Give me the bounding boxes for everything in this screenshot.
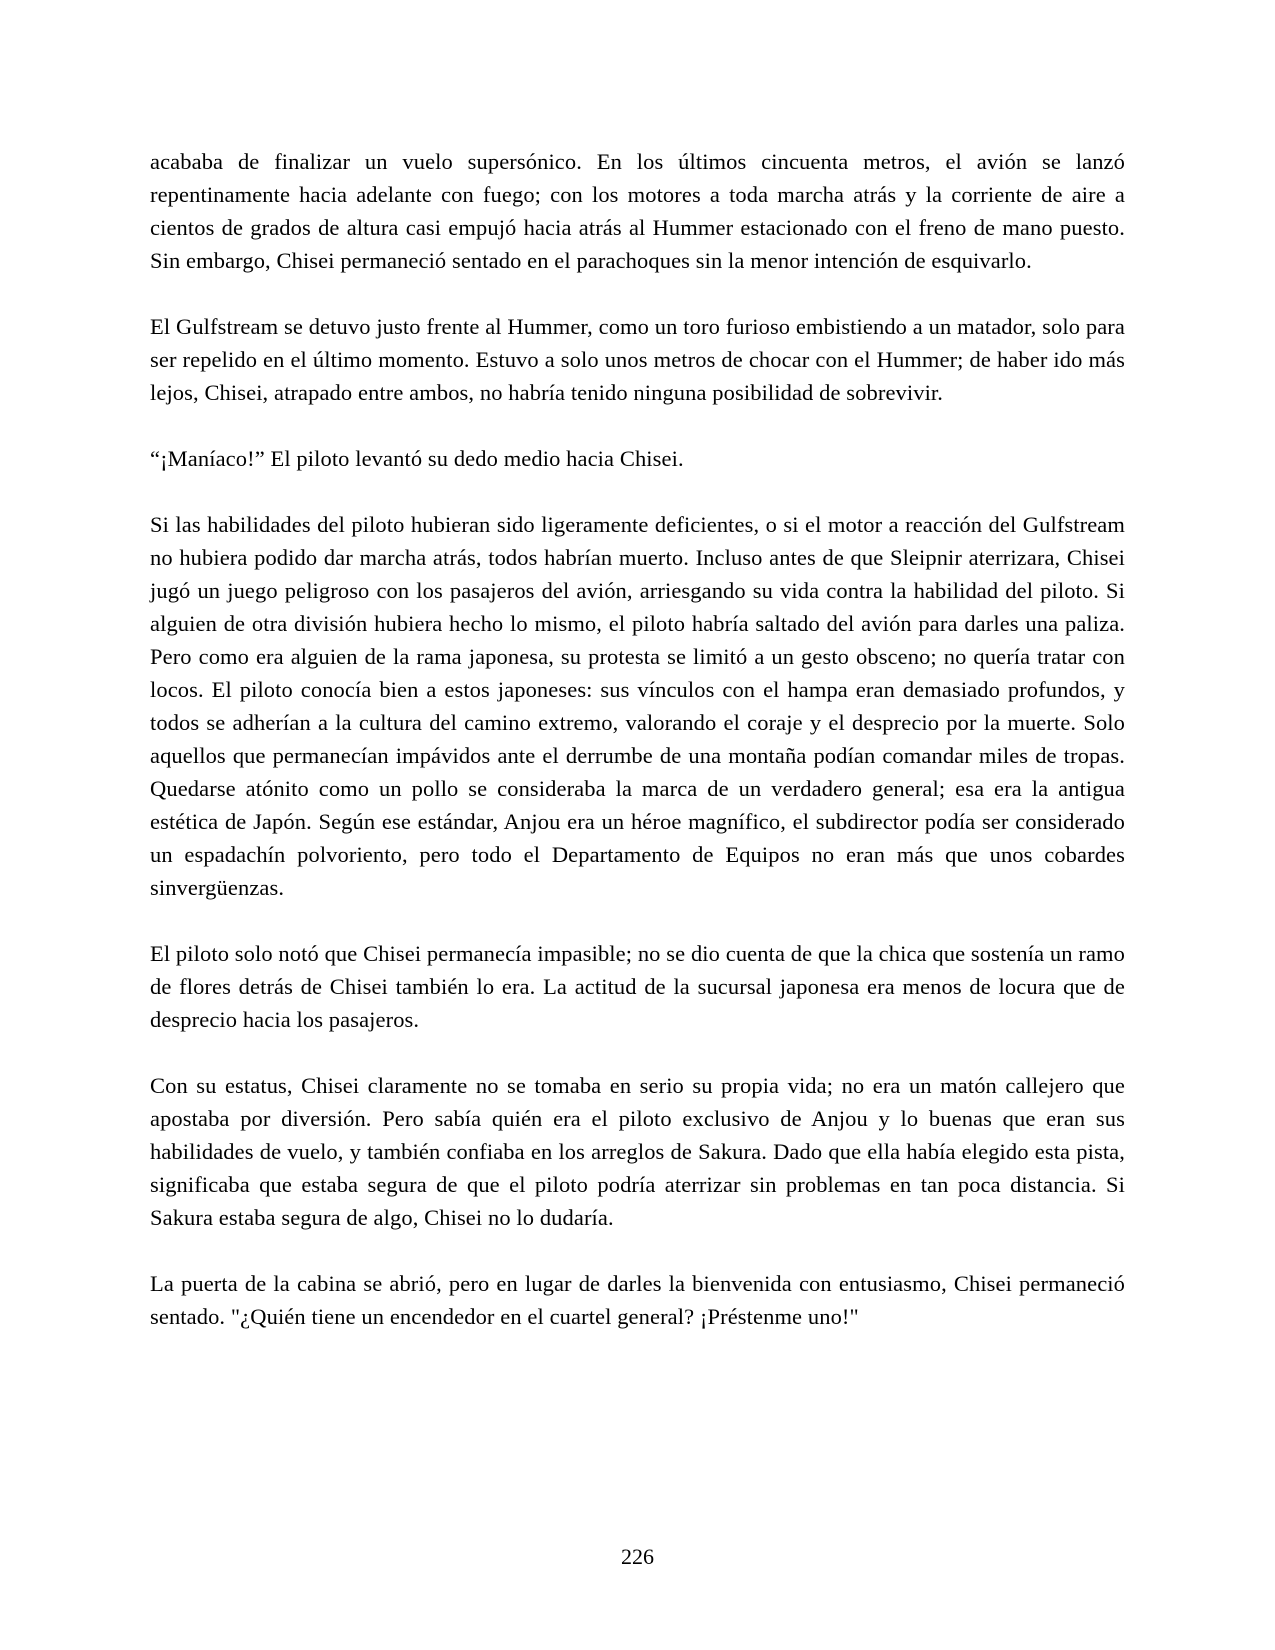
text-block xyxy=(150,145,1125,1366)
paragraph-3: “¡Maníaco!” El piloto levantó su dedo medio hacia Chisei. xyxy=(150,446,684,471)
paragraph-7: La puerta de la cabina se abrió, pero en lugar de darles la bienvenida con entusiasmo, Chisei permaneció sentado. "¿Quién tiene un encendedor en el cuartel general? ¡Préstenme uno!" xyxy=(150,1271,1125,1329)
paragraph-5: El piloto solo notó que Chisei permanecía impasible; no se dio cuenta de que la chica que sostenía un ramo de flores detrás de Chisei también lo era. La actitud de la sucursal japonesa era menos de locura que de desprecio hacia los pasajeros. xyxy=(150,941,1125,1032)
paragraph-6: Con su estatus, Chisei claramente no se tomaba en serio su propia vida; no era un matón callejero que apostaba por diversión. Pero sabía quién era el piloto exclusivo de Anjou y lo buenas que eran sus habilidades de vuelo, y también confiaba en los arreglos de Sakura. Dado que ella había elegido esta pista, significaba que estaba segura de que el piloto podría aterrizar sin problemas en tan poca distancia. Si Sakura estaba segura de algo, Chisei no lo dudaría. xyxy=(150,1073,1125,1230)
paragraph-1: acababa de finalizar un vuelo supersónico. En los últimos cincuenta metros, el avión se lanzó repentinamente hacia adelante con fuego; con los motores a toda marcha atrás y la corriente de aire a cientos de grados de altura casi empujó hacia atrás al Hummer estacionado con el freno de mano puesto. Sin embargo, Chisei permaneció sentado en el parachoques sin la menor intención de esquivarlo. xyxy=(150,149,1125,273)
page-number: 226 xyxy=(621,1544,654,1569)
paragraph-4: Si las habilidades del piloto hubieran sido ligeramente deficientes, o si el motor a reacción del Gulfstream no hubiera podido dar marcha atrás, todos habrían muerto. Incluso antes de que Sleipnir aterrizara, Chisei jugó un juego peligroso con los pasajeros del avión, arriesgando su vida contra la habilidad del piloto. Si alguien de otra división hubiera hecho lo mismo, el piloto habría saltado del avión para darles una paliza. Pero como era alguien de la rama japonesa, su protesta se limitó a un gesto obsceno; no quería tratar con locos. El piloto conocía bien a estos japoneses: sus vínculos con el hampa eran demasiado profundos, y todos se adherían a la cultura del camino extremo, valorando el coraje y el desprecio por la muerte. Solo aquellos que permanecían impávidos ante el derrumbe de una montaña podían comandar miles de tropas. Quedarse atónito como un pollo se consideraba la marca de un verdadero general; esa era la antigua estética de Japón. Según ese estándar, Anjou era un héroe magnífico, el subdirector podía ser considerado un espadachín polvoriento, pero todo el Departamento de Equipos no eran más que unos cobardes sinvergüenzas. xyxy=(150,512,1125,900)
paragraph-2: El Gulfstream se detuvo justo frente al Hummer, como un toro furioso embistiendo a un matador, solo para ser repelido en el último momento. Estuvo a solo unos metros de chocar con el Hummer; de haber ido más lejos, Chisei, atrapado entre ambos, no habría tenido ninguna posibilidad de sobrevivir. xyxy=(150,314,1125,405)
